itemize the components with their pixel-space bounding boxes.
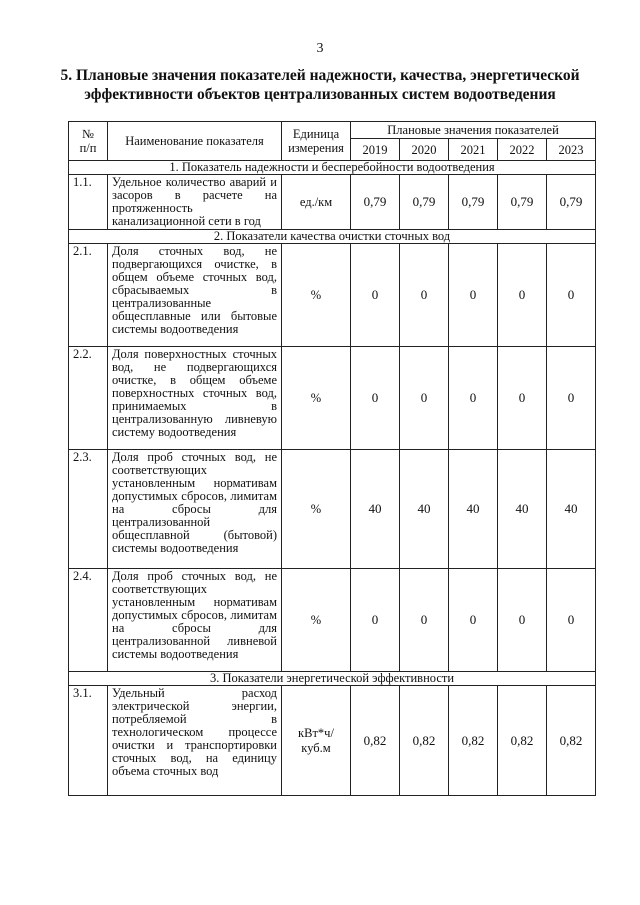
section-heading: 1. Показатель надежности и бесперебойности водоотведения (69, 161, 596, 175)
unit-cell: % (282, 244, 351, 347)
value-cell: 0 (498, 244, 547, 347)
row-number: 2.1. (69, 244, 108, 347)
table-row (69, 347, 596, 450)
value-cell: 0,79 (400, 175, 449, 230)
table-row (69, 175, 596, 230)
value-cell: 0,79 (547, 175, 596, 230)
value-cell: 0 (400, 347, 449, 450)
section-row (69, 161, 596, 175)
section-heading: 3. Показатели энергетической эффективности (69, 672, 596, 686)
indicator-name: Удельное количество аварий и засоров в расчете на протяженность канализационной сети в год (108, 175, 282, 230)
row-number: 2.3. (69, 450, 108, 569)
value-cell: 0,82 (547, 686, 596, 796)
value-cell: 0,79 (449, 175, 498, 230)
value-cell: 0,82 (400, 686, 449, 796)
indicator-name: Доля проб сточных вод, не соответствующих установленным нормативам допустимых сбросов, лимитам на сбросы для централизованной ливневой системы водоотведения (108, 569, 282, 672)
row-number: 3.1. (69, 686, 108, 796)
value-cell: 0 (498, 569, 547, 672)
table-row (69, 686, 596, 796)
value-cell: 0 (547, 244, 596, 347)
value-cell: 0 (351, 347, 400, 450)
header-year-3: 2022 (498, 139, 547, 161)
header-unit (282, 122, 351, 161)
header-year-2: 2021 (449, 139, 498, 161)
value-cell: 40 (400, 450, 449, 569)
header-year-1: 2020 (400, 139, 449, 161)
value-cell: 0 (351, 244, 400, 347)
section-title (40, 66, 600, 104)
section-heading: 2. Показатели качества очистки сточных вод (69, 230, 596, 244)
value-cell: 40 (498, 450, 547, 569)
indicator-name: Доля поверхностных сточных вод, не подвергающихся очистке, в общем объеме поверхностных сточных вод, принимаемых в централизованную ливневую систему водоотведения (108, 347, 282, 450)
header-unit-line1: Единица (292, 127, 340, 141)
page-number: 3 (316, 41, 324, 56)
title-line-2: эффективности объектов централизованных систем водоотведения (84, 86, 556, 103)
header-unit-line2: измерения (288, 141, 344, 155)
value-cell: 0,79 (351, 175, 400, 230)
header-num-line1: № (82, 127, 94, 141)
value-cell: 0 (400, 244, 449, 347)
row-number: 1.1. (69, 175, 108, 230)
section-row (69, 230, 596, 244)
indicator-name: Удельный расход электрической энергии, потребляемой в технологическом процессе очистки и транспортировки сточных вод, на единицу объема сточных вод (108, 686, 282, 796)
value-cell: 0 (547, 569, 596, 672)
value-cell: 40 (449, 450, 498, 569)
value-cell: 0,79 (498, 175, 547, 230)
value-cell: 40 (547, 450, 596, 569)
unit-cell: % (282, 347, 351, 450)
value-cell: 0 (498, 347, 547, 450)
header-plan: Плановые значения показателей (351, 122, 596, 139)
header-name: Наименование показателя (108, 122, 282, 161)
indicators-table (68, 121, 596, 796)
table-row (69, 244, 596, 347)
value-cell: 0 (547, 347, 596, 450)
row-number: 2.2. (69, 347, 108, 450)
indicator-name: Доля проб сточных вод, не соответствующих установленным нормативам допустимых сбросов, лимитам на сбросы для централизованной общесплавной (бытовой) системы водоотведения (108, 450, 282, 569)
title-line-1: 5. Плановые значения показателей надежности, качества, энергетической (60, 67, 580, 84)
header-num-line2: п/п (79, 141, 97, 155)
unit-cell: ед./км (282, 175, 351, 230)
value-cell: 40 (351, 450, 400, 569)
unit-cell: % (282, 450, 351, 569)
section-row (69, 672, 596, 686)
value-cell: 0 (400, 569, 449, 672)
value-cell: 0,82 (351, 686, 400, 796)
value-cell: 0,82 (449, 686, 498, 796)
value-cell: 0 (449, 569, 498, 672)
header-year-0: 2019 (351, 139, 400, 161)
indicator-name: Доля сточных вод, не подвергающихся очистке, в общем объеме сточных вод, сбрасываемых в централизованные общесплавные или бытовые системы водоотведения (108, 244, 282, 347)
table-row (69, 569, 596, 672)
table-row (69, 450, 596, 569)
unit-cell: кВт*ч/ куб.м (282, 686, 351, 796)
unit-cell: % (282, 569, 351, 672)
value-cell: 0 (449, 347, 498, 450)
row-number: 2.4. (69, 569, 108, 672)
value-cell: 0 (351, 569, 400, 672)
value-cell: 0,82 (498, 686, 547, 796)
header-num (69, 122, 108, 161)
header-year-4: 2023 (547, 139, 596, 161)
value-cell: 0 (449, 244, 498, 347)
